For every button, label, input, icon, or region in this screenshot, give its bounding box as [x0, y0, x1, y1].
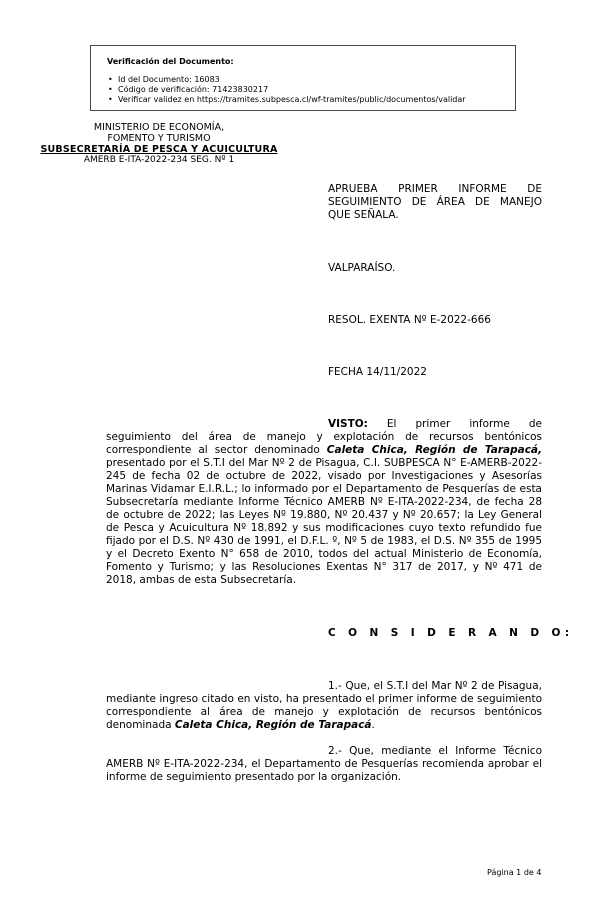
summary-line: SEGUIMIENTO DE ÁREA DE MANEJO: [328, 196, 542, 208]
resolution-number: RESOL. EXENTA Nº E-2022-666: [328, 314, 491, 326]
verification-title: Verificación del Documento:: [107, 57, 234, 66]
considerando-item-1: 1.- Que, el S.T.I del Mar Nº 2 de Pisagua, mediante ingreso citado en visto, ha presentado el primer informe de seguimiento correspondiente al área de manejo y explotación de recursos bentónicos denominada Caleta Chica, Región de Tarapacá.: [106, 680, 542, 731]
summary-line: APRUEBA PRIMER INFORME DE: [328, 183, 542, 195]
summary-line: QUE SEÑALA.: [328, 209, 399, 221]
subsecretaria-name: SUBSECRETARÍA DE PESCA Y ACUICULTURA: [40, 144, 278, 155]
page-number: Página 1 de 4: [487, 868, 542, 877]
resolution-summary: [328, 183, 542, 222]
document-reference: AMERB E-ITA-2022-234 SEG. Nº 1: [83, 155, 235, 165]
verification-item-url: • Verificar validez en https://tramites.subpesca.cl/wf-tramites/public/documentos/validar: [108, 95, 466, 104]
ministry-name: MINISTERIO DE ECONOMÍA,: [93, 122, 225, 133]
visto-paragraph: VISTO: El primer informe de seguimiento del área de manejo y explotación de recursos bentónicos correspondiente al sector denominado Caleta Chica, Región de Tarapacá, presentado por el S.T.I del Mar Nº 2 de Pisagua, C.I. SUBPESCA N° E-AMERB-2022-245 de fecha 02 de octubre de 2022, visado por Investigaciones y Asesorías Marinas Vidamar E.I.R.L.; lo informado por el Departamento de Pesquerías de esta Subsecretaría mediante Informe Técnico AMERB Nº E-ITA-2022-234, de fecha 28 de octubre de 2022; las Leyes Nº 19.880, Nº 20.437 y Nº 20.657; la Ley General de Pesca y Acuicultura Nº 18.892 y sus modificaciones cuyo texto refundido fue fijado por el D.S. Nº 430 de 1991, el D.F.L. º, Nº 5 de 1983, el D.S. Nº 355 de 1995 y el Decreto Exento N° 658 de 2010, todos del actual Ministerio de Economía, Fomento y Turismo; y las Resoluciones Exentas N° 317 de 2017, y Nº 471 de 2018, ambas de esta Subsecretaría.: [106, 418, 543, 586]
resolution-date: FECHA 14/11/2022: [328, 366, 427, 378]
sector-name: Caleta Chica, Región de Tarapacá,: [326, 444, 543, 456]
considerando-heading: C O N S I D E R A N D O:: [328, 627, 574, 639]
visto-label: VISTO:: [328, 418, 368, 430]
sector-name: Caleta Chica, Región de Tarapacá: [174, 719, 372, 731]
bullet-icon: •: [108, 95, 113, 104]
verification-box: [90, 45, 516, 111]
verification-item-id: • Id del Documento: 16083: [108, 75, 220, 84]
verification-list: [108, 75, 466, 105]
place: VALPARAÍSO.: [328, 262, 396, 274]
bullet-icon: •: [108, 75, 113, 84]
visto-section: [106, 418, 542, 587]
bullet-icon: •: [108, 85, 113, 94]
ministry-header: [36, 122, 282, 166]
considerando-item-2: 2.- Que, mediante el Informe Técnico AMERB Nº E-ITA-2022-234, el Departamento de Pesquerías recomienda aprobar el informe de seguimiento presentado por la organización.: [106, 745, 542, 783]
verification-item-code: • Código de verificación: 71423830217: [108, 85, 269, 94]
ministry-name-cont: FOMENTO Y TURISMO: [107, 133, 211, 144]
